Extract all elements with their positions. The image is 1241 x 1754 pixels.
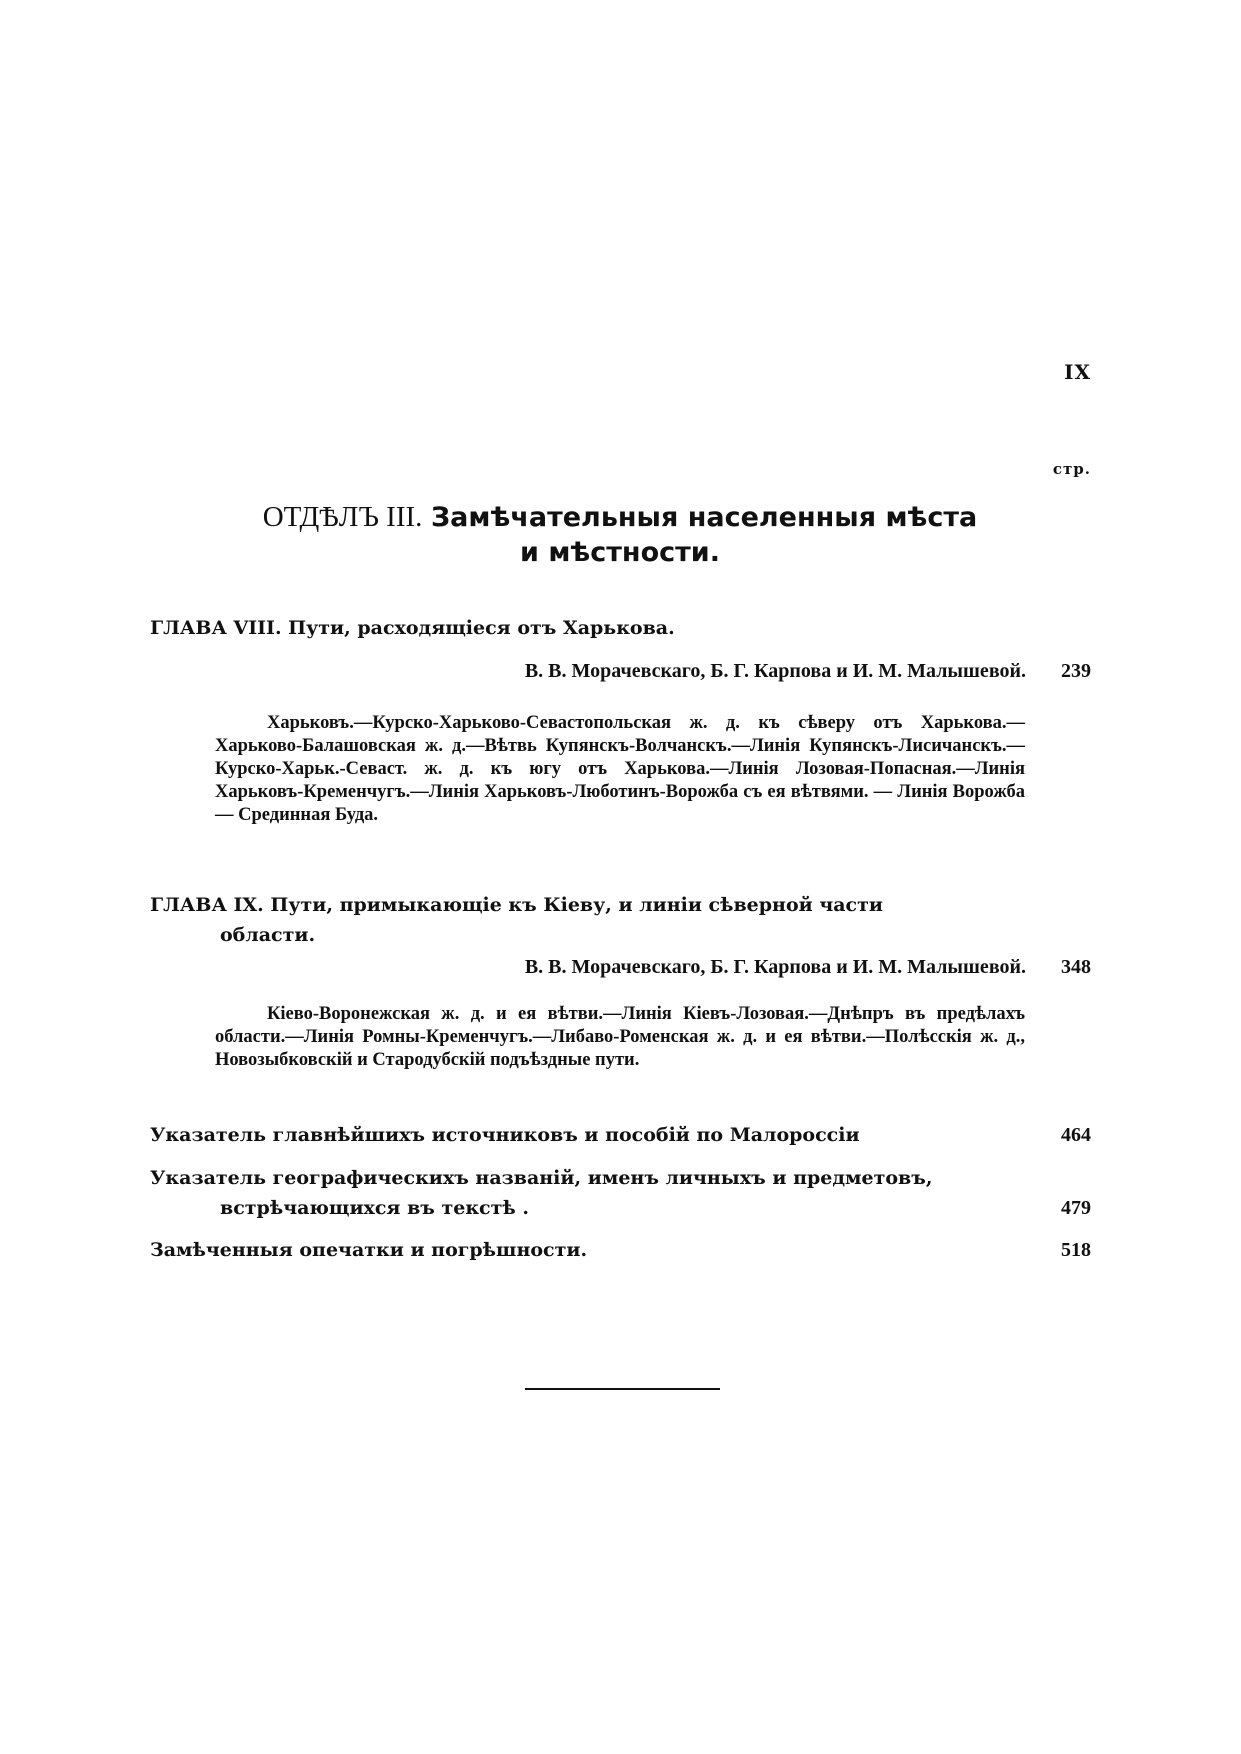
chapter-8-page: 239 (1061, 660, 1091, 682)
index-entry-geographic-line1: Указатель географическихъ названій, именъ личныхъ и предметовъ, (150, 1167, 933, 1189)
closing-rule (525, 1388, 720, 1390)
chapter-8-heading: ГЛАВА VIII. Пути, расходящіеся отъ Харькова. (150, 617, 675, 639)
chapter-9-heading-line1: ГЛАВА IX. Пути, примыкающіе къ Кіеву, и линіи сѣверной части (150, 894, 883, 916)
index-entry-geographic (150, 1163, 1025, 1223)
chapter-9-summary: Кіево-Воронежская ж. д. и ея вѣтви.—Линія Кіевъ-Лозовая.—Днѣпръ въ предѣлахъ области.—Линія Ромны-Кременчугъ.—Либаво-Роменская ж. д. и ея вѣтви.—Полѣсскія ж. д., Новозыбковскій и Стародубскій подъѣздные пути. (215, 1004, 1025, 1070)
index-entry-geographic-page: 479 (1061, 1197, 1091, 1219)
index-entry-errata-page: 518 (1061, 1239, 1091, 1261)
section-title (205, 500, 1035, 570)
page-number: IX (1064, 360, 1091, 384)
index-entry-sources-page: 464 (1061, 1124, 1091, 1146)
chapter-9-heading-line2: области. (220, 924, 316, 946)
page-column-label: стр. (1052, 460, 1091, 478)
index-entry-errata: Замѣченныя опечатки и погрѣшности. (150, 1239, 588, 1261)
chapter-9-authors: В. В. Морачевскаго, Б. Г. Карпова и И. М. Малышевой. (524, 956, 1026, 978)
chapter-9-heading (150, 890, 1025, 950)
section-prefix: ОТДѢЛЪ III. (262, 501, 423, 533)
index-entry-sources: Указатель главнѣйшихъ источниковъ и пособій по Малороссіи (150, 1124, 860, 1146)
chapter-8-authors: В. В. Морачевскаго, Б. Г. Карпова и И. М. Малышевой. (524, 660, 1026, 682)
section-title-line1: Замѣчательныя населенныя мѣста (431, 502, 978, 533)
index-entry-geographic-line2: встрѣчающихся въ текстѣ . (220, 1197, 529, 1219)
section-title-line2: и мѣстности. (520, 537, 720, 568)
chapter-8-summary: Харьковъ.—Курско-Харьково-Севастопольская ж. д. къ сѣверу отъ Харькова.—Харьково-Балашовская ж. д.—Вѣтвь Купянскъ-Волчанскъ.—Линія Купянскъ-Лисичанскъ.—Курско-Харьк.-Севаст. ж. д. къ югу отъ Харькова.—Линія Лозовая-Попасная.—Линія Харьковъ-Кременчугъ.—Линія Харьковъ-Люботинъ-Ворожба съ ея вѣтвями. — Линія Ворожба — Срединная Буда. (215, 713, 1025, 825)
chapter-9-page: 348 (1061, 956, 1091, 978)
